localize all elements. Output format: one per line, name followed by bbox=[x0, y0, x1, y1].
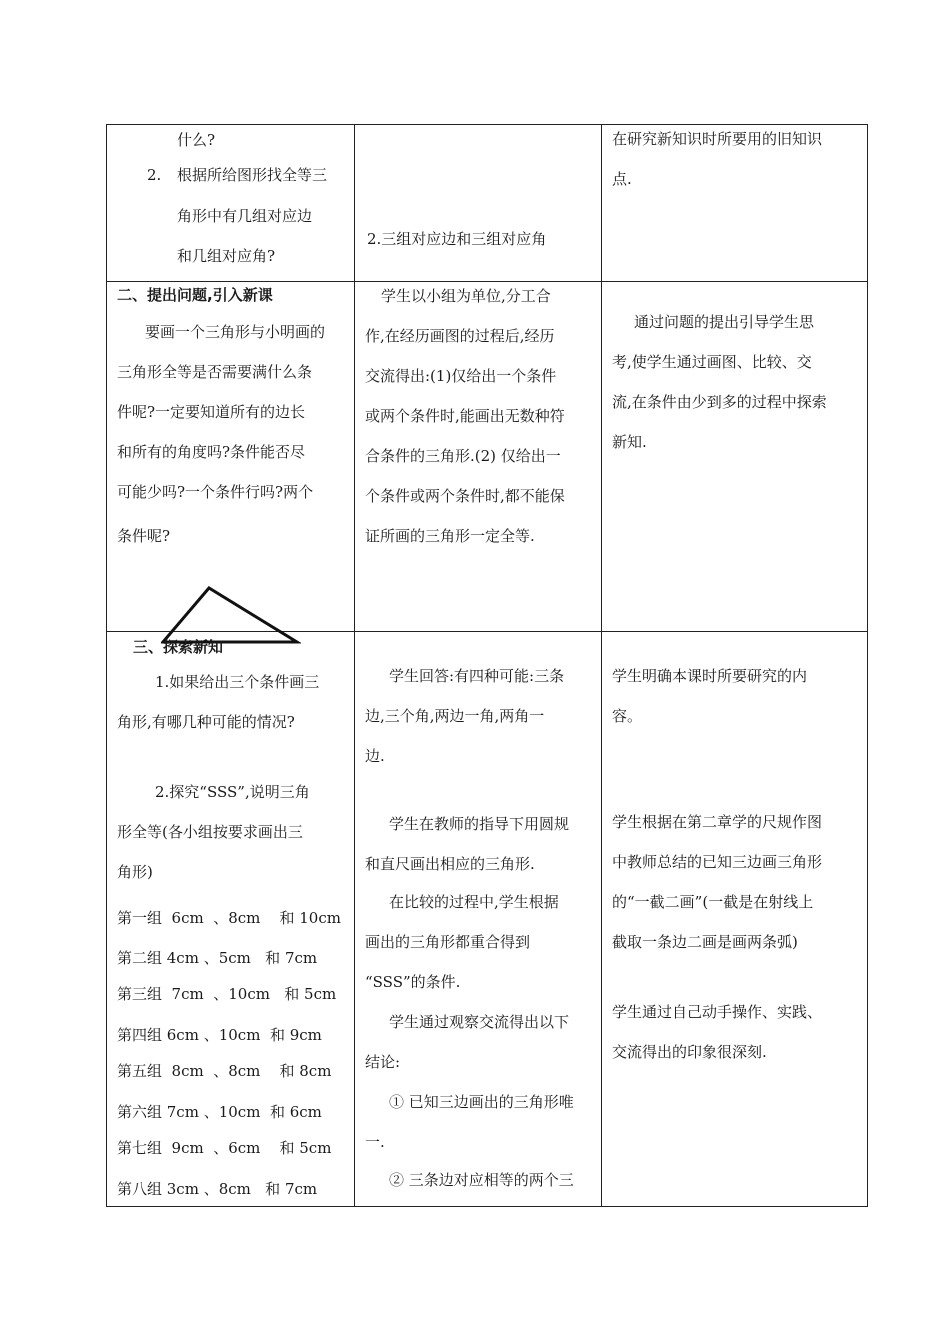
text-line: 学生在教师的指导下用圆规 bbox=[389, 815, 570, 833]
text-line: 2.三组对应边和三组对应角 bbox=[367, 230, 547, 248]
row1-student-cell bbox=[355, 125, 602, 282]
text-line: 学生回答:有四种可能:三条 bbox=[389, 667, 565, 685]
lesson-plan-table bbox=[106, 124, 867, 1206]
group-line: 第八组 3cm 、8cm 和 7cm bbox=[117, 1180, 318, 1198]
text-line: 或两个条件时,能画出无数种符 bbox=[365, 407, 565, 425]
text-line: 2.探究“SSS”,说明三角 bbox=[155, 783, 310, 801]
row3-activity-cell bbox=[107, 632, 355, 1207]
text-line: 角形) bbox=[117, 863, 153, 881]
text-line: 和直尺画出相应的三角形. bbox=[365, 855, 535, 873]
table-row bbox=[107, 632, 868, 1207]
text-line: 考,使学生通过画图、比较、交 bbox=[612, 353, 812, 371]
text-line: 边,三个角,两边一角,两角一 bbox=[365, 707, 545, 725]
text-line: 和所有的角度吗?条件能否尽 bbox=[117, 443, 306, 461]
text-line: ① 已知三边画出的三角形唯 bbox=[389, 1093, 574, 1111]
text-line: 画出的三角形都重合得到 bbox=[365, 933, 531, 951]
section-heading: 三、探索新知 bbox=[133, 638, 224, 656]
group-line: 第六组 7cm 、10cm 和 6cm bbox=[117, 1103, 322, 1121]
text-line: 结论: bbox=[365, 1053, 401, 1071]
text-line: 要画一个三角形与小明画的 bbox=[145, 323, 326, 341]
text-line: 学生以小组为单位,分工合 bbox=[381, 287, 551, 305]
row1-intent-cell bbox=[602, 125, 868, 282]
text-line: 证所画的三角形一定全等. bbox=[365, 527, 535, 545]
text-line: 形全等(各小组按要求画出三 bbox=[117, 823, 303, 841]
text-line: 和几组对应角? bbox=[177, 247, 276, 265]
row2-activity-cell bbox=[107, 282, 355, 632]
group-line: 第一组 6cm 、8cm 和 10cm bbox=[117, 909, 341, 927]
text-line: 中教师总结的已知三边画三角形 bbox=[612, 853, 823, 871]
table-row bbox=[107, 125, 868, 282]
table-row bbox=[107, 282, 868, 632]
group-line: 第三组 7cm 、10cm 和 5cm bbox=[117, 985, 337, 1003]
text-line: 边. bbox=[365, 747, 385, 765]
text-line: 在研究新知识时所要用的旧知识 bbox=[612, 130, 823, 148]
text-line: 三角形全等是否需要满什么条 bbox=[117, 363, 313, 381]
text-line: 学生根据在第二章学的尺规作图 bbox=[612, 813, 823, 831]
group-line: 第七组 9cm 、6cm 和 5cm bbox=[117, 1139, 332, 1157]
text-line: 在比较的过程中,学生根据 bbox=[389, 893, 559, 911]
text-line: 的“一截二画”(一截是在射线上 bbox=[612, 893, 814, 911]
text-line: 容。 bbox=[612, 707, 643, 725]
text-line: 交流得出的印象很深刻. bbox=[612, 1043, 767, 1061]
section-heading: 二、提出问题,引入新课 bbox=[117, 286, 273, 304]
group-line: 第五组 8cm 、8cm 和 8cm bbox=[117, 1062, 332, 1080]
row3-intent-cell bbox=[602, 632, 868, 1207]
text-line: 件呢?一定要知道所有的边长 bbox=[117, 403, 306, 421]
text-line: 1.如果给出三个条件画三 bbox=[155, 673, 320, 691]
text-line: 根据所给图形找全等三 bbox=[177, 166, 328, 184]
group-line: 第四组 6cm 、10cm 和 9cm bbox=[117, 1026, 322, 1044]
text-line: 通过问题的提出引导学生思 bbox=[634, 313, 815, 331]
text-line: 一. bbox=[365, 1133, 385, 1151]
text-line: 角形中有几组对应边 bbox=[177, 207, 313, 225]
text-line: 点. bbox=[612, 170, 632, 188]
text-line: 条件呢? bbox=[117, 527, 171, 545]
text-line: 学生通过自己动手操作、实践、 bbox=[612, 1003, 823, 1021]
group-line: 第二组 4cm 、5cm 和 7cm bbox=[117, 949, 318, 967]
text-line: 可能少吗?一个条件行吗?两个 bbox=[117, 483, 314, 501]
row1-activity-cell bbox=[107, 125, 355, 282]
text-line: 交流得出:(1)仅给出一个条件 bbox=[365, 367, 557, 385]
text-line: 个条件或两个条件时,都不能保 bbox=[365, 487, 565, 505]
text-line: 学生通过观察交流得出以下 bbox=[389, 1013, 570, 1031]
text-line: “SSS”的条件. bbox=[365, 973, 461, 991]
row3-student-cell bbox=[355, 632, 602, 1207]
lesson-table-grid bbox=[106, 124, 868, 1207]
text-line: 作,在经历画图的过程后,经历 bbox=[365, 327, 555, 345]
text-line: 截取一条边二画是画两条弧) bbox=[612, 933, 798, 951]
text-line: 新知. bbox=[612, 433, 647, 451]
text-line: 合条件的三角形.(2) 仅给出一 bbox=[365, 447, 561, 465]
text-line: 学生明确本课时所要研究的内 bbox=[612, 667, 808, 685]
text-line: 什么? bbox=[177, 131, 216, 149]
text-line: 角形,有哪几种可能的情况? bbox=[117, 713, 295, 731]
text-line: 流,在条件由少到多的过程中探索 bbox=[612, 393, 827, 411]
list-number: 2. bbox=[147, 166, 162, 184]
text-line: ② 三条边对应相等的两个三 bbox=[389, 1171, 574, 1189]
row2-intent-cell bbox=[602, 282, 868, 632]
row2-student-cell bbox=[355, 282, 602, 632]
